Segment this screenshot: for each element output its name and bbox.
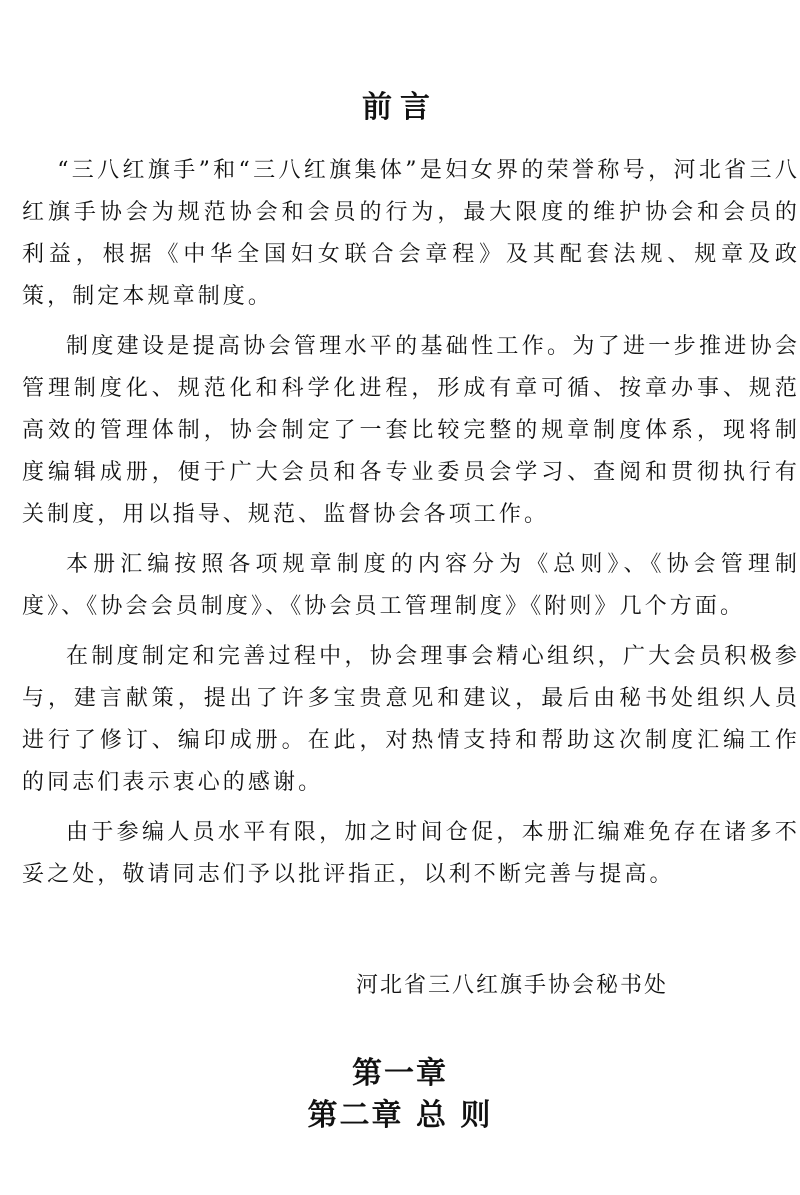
signature: 河北省三八红旗手协会秘书处: [356, 973, 669, 998]
page-title: 前言: [362, 90, 438, 125]
chapter-heading-1: 第一章: [352, 1056, 448, 1091]
preface-body: [22, 150, 800, 904]
paragraph-2: 制度建设是提高协会管理水平的基础性工作。为了进一步推进协会管理制度化、规范化和科学化进程，形成有章可循、按章办事、规范高效的管理体制，协会制定了一套比较完整的规章制度体系，现将制度编辑成册，便于广大会员和各专业委员会学习、查阅和贯彻执行有关制度，用以指导、规范、监督协会各项工作。: [22, 334, 800, 527]
paragraph-4: 在制度制定和完善过程中，协会理事会精心组织，广大会员积极参与，建言献策，提出了许多宝贵意见和建议，最后由秘书处组织人员进行了修订、编印成册。在此，对热情支持和帮助这次制度汇编工作的同志们表示衷心的感谢。: [22, 644, 800, 795]
chapter-heading-2: 第二章 总 则: [307, 1098, 493, 1133]
paragraph-3: 本册汇编按照各项规章制度的内容分为《总则》、《协会管理制度》、《协会会员制度》、《协会员工管理制度》《附则》几个方面。: [22, 552, 800, 619]
paragraph-1: “三八红旗手”和“三八红旗集体”是妇女界的荣誉称号，河北省三八红旗手协会为规范协会和会员的行为，最大限度的维护协会和会员的利益，根据《中华全国妇女联合会章程》及其配套法规、规章及政策，制定本规章制度。: [22, 158, 800, 309]
paragraph-5: 由于参编人员水平有限，加之时间仓促，本册汇编难免存在诸多不妥之处，敬请同志们予以批评指正，以利不断完善与提高。: [22, 820, 800, 887]
